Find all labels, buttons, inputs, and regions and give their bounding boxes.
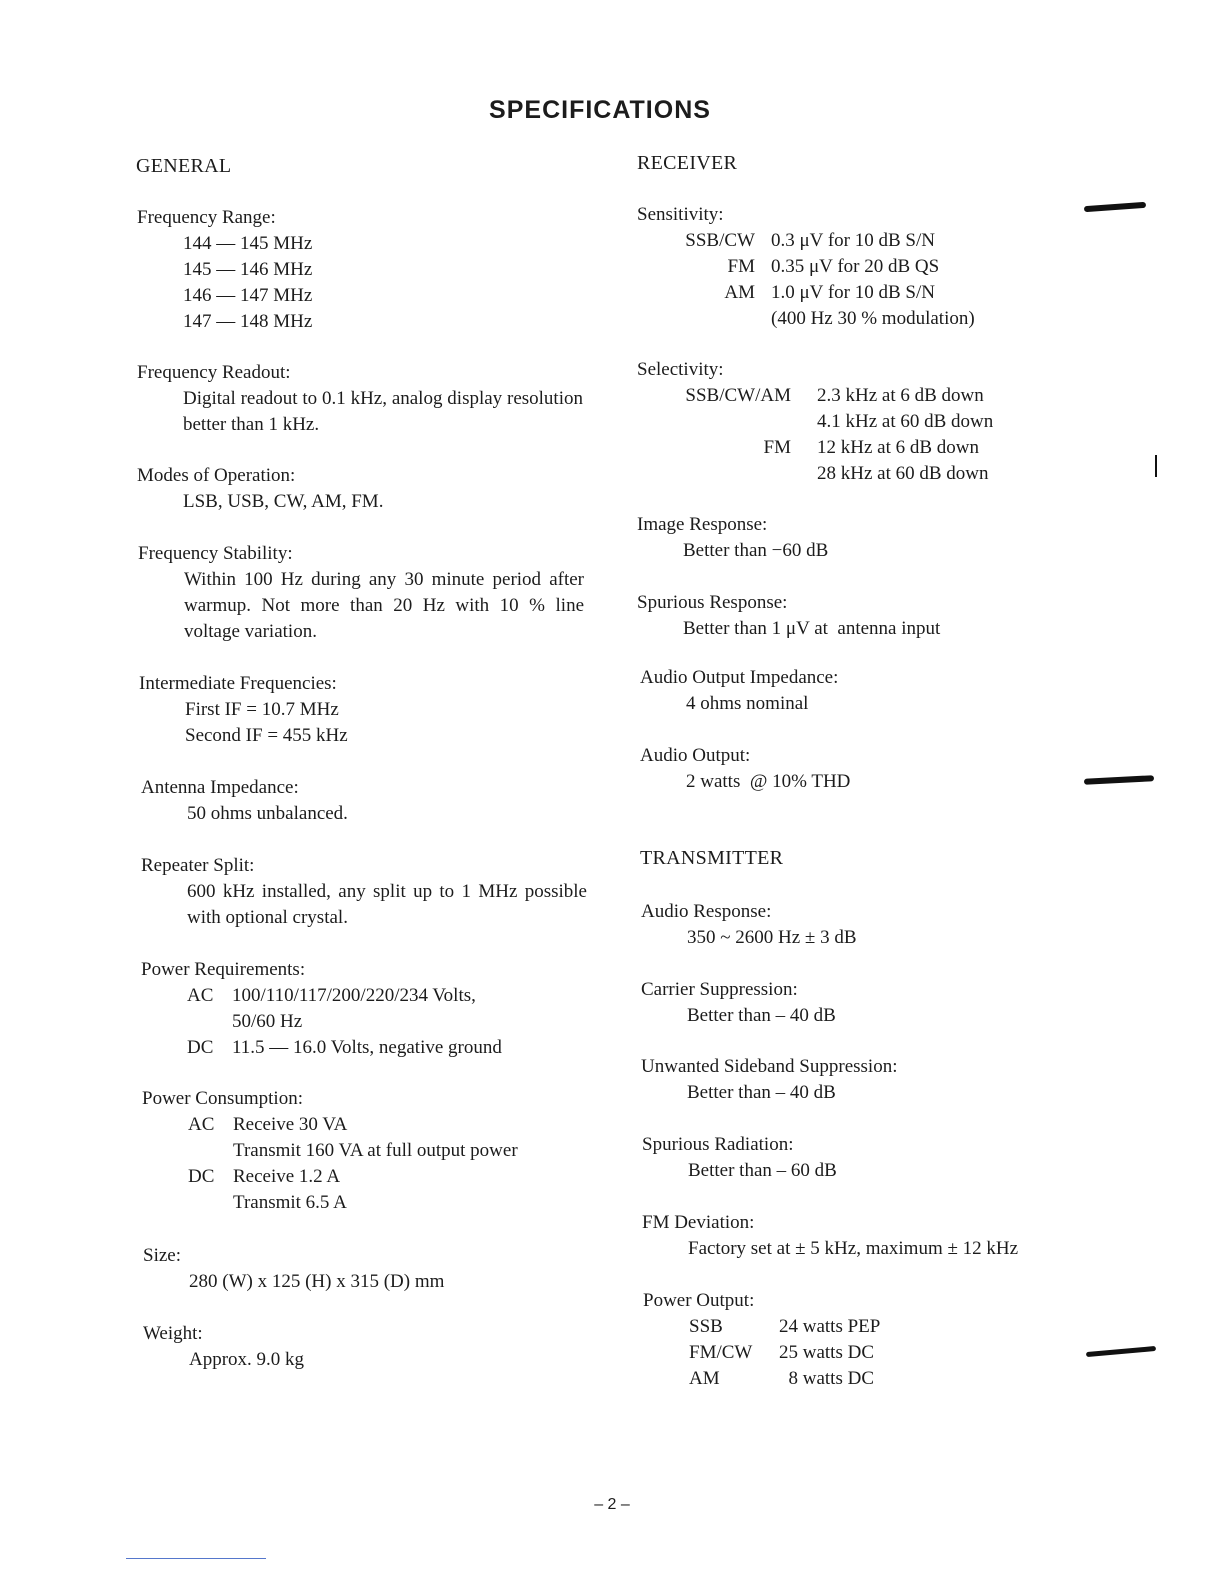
carrier-suppression-section bbox=[641, 977, 836, 1029]
fm-deviation-text: Factory set at ± 5 kHz, maximum ± 12 kHz bbox=[688, 1238, 1019, 1259]
frequency-range-value: 146 — 147 MHz bbox=[183, 285, 313, 306]
frequency-stability-section bbox=[138, 541, 584, 645]
sensitivity-row: FM 0.35 μV for 20 dB QS bbox=[727, 256, 940, 277]
antenna-section bbox=[141, 775, 348, 827]
frequency-range-section bbox=[137, 205, 312, 335]
spurious-response-section bbox=[637, 590, 940, 642]
sensitivity-section bbox=[637, 202, 975, 332]
selectivity-row: 28 kHz at 60 dB down bbox=[817, 463, 989, 484]
selectivity-row: SSB/CW/AM 2.3 kHz at 6 dB down bbox=[685, 385, 984, 406]
audio-response-section bbox=[641, 899, 857, 951]
frequency-range-label: Frequency Range: bbox=[137, 207, 276, 228]
weight-text: Approx. 9.0 kg bbox=[189, 1349, 305, 1370]
antenna-label: Antenna Impedance: bbox=[141, 777, 299, 798]
weight-label: Weight: bbox=[143, 1323, 203, 1344]
power-output-row: AM 8 watts DC bbox=[689, 1368, 874, 1389]
scan-mark-decoration bbox=[1086, 1346, 1156, 1357]
page-title: SPECIFICATIONS bbox=[489, 96, 711, 124]
power-consumption-row: DC Receive 1.2 A bbox=[188, 1166, 341, 1187]
if-section bbox=[139, 671, 348, 749]
power-consumption-label: Power Consumption: bbox=[142, 1088, 303, 1109]
spurious-radiation-text: Better than – 60 dB bbox=[688, 1160, 837, 1181]
frequency-readout-text: Digital readout to 0.1 kHz, analog display resolution better than 1 kHz. bbox=[183, 388, 583, 435]
fm-deviation-section bbox=[642, 1210, 1018, 1262]
power-consumption-row: Transmit 160 VA at full output power bbox=[233, 1140, 518, 1161]
fm-deviation-label: FM Deviation: bbox=[642, 1212, 755, 1233]
spurious-response-label: Spurious Response: bbox=[637, 592, 788, 613]
repeater-section bbox=[141, 853, 587, 931]
power-requirements-section bbox=[141, 957, 502, 1061]
audio-output-section bbox=[640, 743, 850, 795]
power-consumption-row: Transmit 6.5 A bbox=[233, 1192, 347, 1213]
frequency-stability-text: Within 100 Hz during any 30 minute period after warmup. Not more than 20 Hz with 10 % line voltage variation. bbox=[184, 569, 584, 642]
selectivity-label: Selectivity: bbox=[637, 359, 724, 380]
modes-text: LSB, USB, CW, AM, FM. bbox=[183, 491, 384, 512]
carrier-suppression-text: Better than – 40 dB bbox=[687, 1005, 836, 1026]
carrier-suppression-label: Carrier Suppression: bbox=[641, 979, 798, 1000]
power-output-label: Power Output: bbox=[643, 1290, 755, 1311]
modes-label: Modes of Operation: bbox=[137, 465, 296, 486]
scan-mark-decoration bbox=[1084, 775, 1154, 785]
sideband-suppression-label: Unwanted Sideband Suppression: bbox=[641, 1056, 898, 1077]
power-output-row: FM/CW 25 watts DC bbox=[689, 1342, 874, 1363]
size-label: Size: bbox=[143, 1245, 181, 1266]
audio-response-label: Audio Response: bbox=[641, 901, 772, 922]
audio-impedance-label: Audio Output Impedance: bbox=[640, 667, 839, 688]
frequency-range-value: 144 — 145 MHz bbox=[183, 233, 313, 254]
audio-response-text: 350 ~ 2600 Hz ± 3 dB bbox=[687, 927, 857, 948]
frequency-readout-label: Frequency Readout: bbox=[137, 362, 291, 383]
image-response-text: Better than −60 dB bbox=[683, 540, 829, 561]
audio-output-text: 2 watts @ 10% THD bbox=[686, 771, 851, 792]
power-requirements-row: 50/60 Hz bbox=[232, 1011, 303, 1032]
page-number: – 2 – bbox=[594, 1496, 630, 1513]
power-requirements-row: AC 100/110/117/200/220/234 Volts, bbox=[187, 985, 476, 1006]
receiver-heading: RECEIVER bbox=[637, 152, 738, 174]
if-value: First IF = 10.7 MHz bbox=[185, 699, 339, 720]
frequency-readout-section bbox=[137, 360, 583, 438]
power-requirements-label: Power Requirements: bbox=[141, 959, 306, 980]
modes-section bbox=[137, 463, 383, 515]
spurious-response-text: Better than 1 μV at antenna input bbox=[683, 618, 941, 639]
spurious-radiation-section bbox=[642, 1132, 837, 1184]
power-consumption-row: AC Receive 30 VA bbox=[188, 1114, 348, 1135]
scan-mark-decoration bbox=[1155, 455, 1157, 477]
general-heading: GENERAL bbox=[136, 155, 232, 177]
if-label: Intermediate Frequencies: bbox=[139, 673, 337, 694]
transmitter-heading: TRANSMITTER bbox=[640, 847, 784, 869]
repeater-label: Repeater Split: bbox=[141, 855, 255, 876]
selectivity-row: FM 12 kHz at 6 dB down bbox=[763, 437, 980, 458]
audio-impedance-text: 4 ohms nominal bbox=[686, 693, 809, 714]
footer-rule bbox=[126, 1558, 266, 1559]
power-requirements-row: DC 11.5 — 16.0 Volts, negative ground bbox=[187, 1037, 502, 1058]
sensitivity-row: SSB/CW 0.3 μV for 10 dB S/N bbox=[685, 230, 935, 251]
audio-output-label: Audio Output: bbox=[640, 745, 751, 766]
image-response-label: Image Response: bbox=[637, 514, 768, 535]
antenna-text: 50 ohms unbalanced. bbox=[187, 803, 348, 824]
sensitivity-row: AM 1.0 μV for 10 dB S/N bbox=[724, 282, 935, 303]
spurious-radiation-label: Spurious Radiation: bbox=[642, 1134, 794, 1155]
sensitivity-label: Sensitivity: bbox=[637, 204, 724, 225]
frequency-stability-label: Frequency Stability: bbox=[138, 543, 293, 564]
repeater-text: 600 kHz installed, any split up to 1 MHz possible with optional crystal. bbox=[187, 881, 587, 928]
power-output-section bbox=[643, 1288, 880, 1392]
frequency-range-value: 147 — 148 MHz bbox=[183, 311, 313, 332]
weight-section bbox=[143, 1321, 304, 1373]
size-text: 280 (W) x 125 (H) x 315 (D) mm bbox=[189, 1271, 445, 1292]
selectivity-section bbox=[637, 357, 993, 487]
sideband-suppression-text: Better than – 40 dB bbox=[687, 1082, 836, 1103]
image-response-section bbox=[637, 512, 828, 564]
power-output-row: SSB 24 watts PEP bbox=[689, 1316, 881, 1337]
selectivity-row: 4.1 kHz at 60 dB down bbox=[817, 411, 994, 432]
audio-impedance-section bbox=[640, 665, 838, 717]
sideband-suppression-section bbox=[641, 1054, 897, 1106]
if-value: Second IF = 455 kHz bbox=[185, 725, 348, 746]
frequency-range-value: 145 — 146 MHz bbox=[183, 259, 313, 280]
size-section bbox=[143, 1243, 444, 1295]
scan-mark-decoration bbox=[1084, 202, 1146, 212]
power-consumption-section bbox=[142, 1086, 518, 1216]
sensitivity-row: (400 Hz 30 % modulation) bbox=[771, 308, 975, 329]
